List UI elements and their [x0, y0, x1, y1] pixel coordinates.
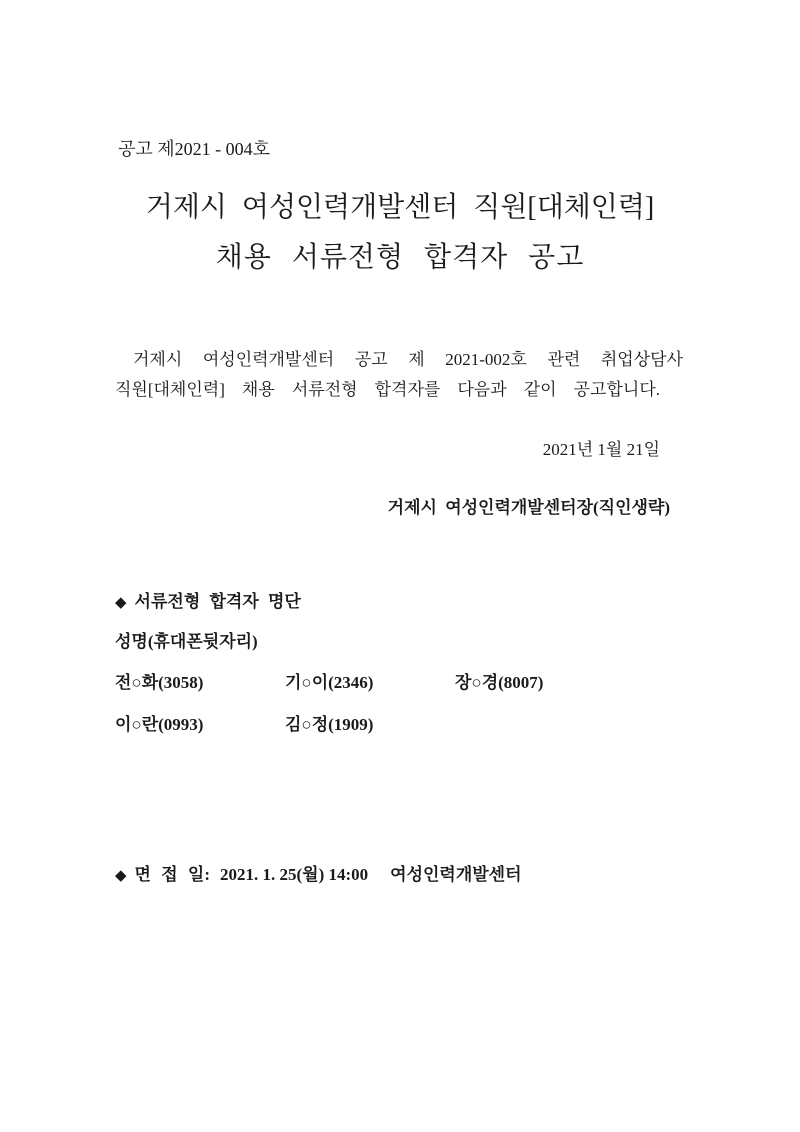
candidate-row [115, 671, 635, 695]
candidate-row [115, 713, 635, 737]
candidate: 이○란(0993) [115, 715, 204, 734]
list-heading-text: 서류전형 합격자 명단 [134, 592, 301, 611]
interview-info [115, 863, 522, 888]
list-section-heading [115, 590, 301, 615]
column-header: 성명(휴대폰뒷자리) [115, 632, 258, 651]
issuer: 거제시 여성인력개발센터장(직인생략) [387, 498, 670, 517]
candidate: 김○정(1909) [285, 715, 374, 734]
candidate: 기○이(2346) [285, 673, 374, 692]
notice-number: 공고 제2021 - 004호 [118, 139, 271, 159]
diamond-bullet-icon: ◆ [115, 868, 127, 884]
interview-venue: 여성인력개발센터 [390, 865, 522, 884]
interview-datetime: 2021. 1. 25(월) 14:00 [219, 865, 369, 884]
diamond-bullet-icon: ◆ [115, 595, 127, 611]
candidate: 전○화(3058) [115, 673, 204, 692]
candidate: 장○경(8007) [455, 673, 544, 692]
interview-label: 면 접 일: [134, 865, 210, 884]
title-line-2: 채용 서류전형 합격자 공고 [215, 242, 585, 273]
body-line-1: 거제시 여성인력개발센터 공고 제 2021-002호 관련 취업상담사 [133, 350, 683, 369]
notice-date: 2021년 1월 21일 [542, 440, 660, 459]
title-line-1: 거제시 여성인력개발센터 직원[대체인력] [145, 192, 655, 223]
body-line-2: 직원[대체인력] 채용 서류전형 합격자를 다음과 같이 공고합니다. [115, 380, 660, 399]
